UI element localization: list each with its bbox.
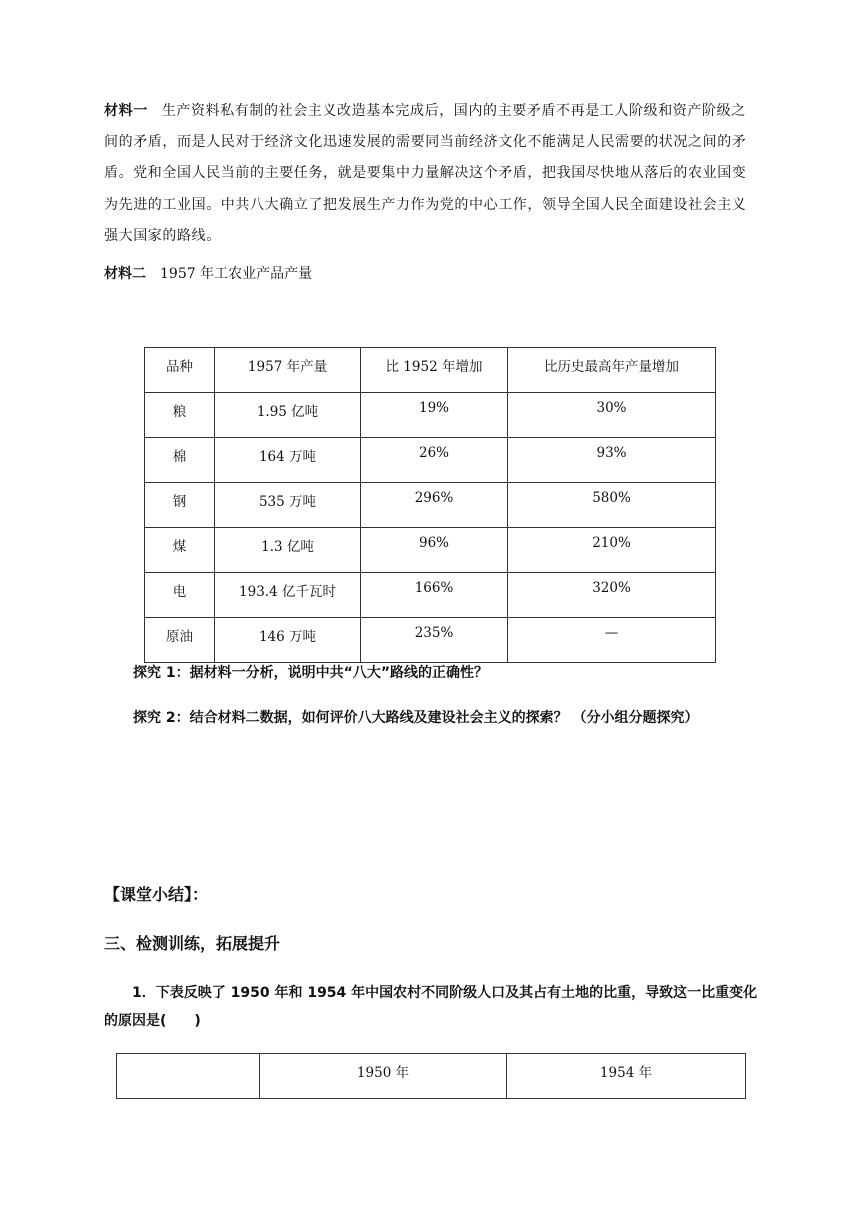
table-cell: 棉 (145, 438, 215, 483)
table-cell: 30% (508, 393, 716, 438)
table-cell: 电 (145, 573, 215, 618)
table-cell: 193.4 亿千瓦时 (215, 573, 361, 618)
table-cell: 164 万吨 (215, 438, 361, 483)
explore-question-2: 探究 2：结合材料二数据，如何评价八大路线及建设社会主义的探索？ （分小组分题探究） (133, 710, 699, 726)
table-cell: 210% (508, 528, 716, 573)
table-cell: 320% (508, 573, 716, 618)
table-row (145, 393, 716, 438)
material1-text: 生产资料私有制的社会主义改造基本完成后，国内的主要矛盾不再是工人阶级和资产阶级之间的矛盾，而是人民对于经济文化迅速发展的需要同当前经济文化不能满足人民需要的状况之间的矛盾。党和全国人民当前的主要任务，就是要集中力量解决这个矛盾，把我国尽快地从落后的农业国变为先进的工业国。中共八大确立了把发展生产力作为党的中心工作，领导全国人民全面建设社会主义强大国家的路线。 (104, 103, 747, 244)
header-cell: 1950 年 (260, 1054, 507, 1099)
header-cell (117, 1054, 260, 1099)
table-row (145, 618, 716, 663)
table-row (145, 573, 716, 618)
table-cell: 19% (361, 393, 508, 438)
table-cell: 1.3 亿吨 (215, 528, 361, 573)
table-cell: 煤 (145, 528, 215, 573)
table-cell: 580% (508, 483, 716, 528)
table-cell: 535 万吨 (215, 483, 361, 528)
table-header-row (145, 348, 716, 393)
material2-text: 1957 年工农业产品产量 (160, 266, 313, 282)
table-row (145, 438, 716, 483)
land-ratio-table (116, 1053, 746, 1099)
table-cell: 93% (508, 438, 716, 483)
material2-label: 材料二 (104, 266, 146, 282)
table-cell: 296% (361, 483, 508, 528)
table-header-row (117, 1054, 746, 1099)
table-cell: 粮 (145, 393, 215, 438)
header-cell: 1957 年产量 (215, 348, 361, 393)
header-cell: 比 1952 年增加 (361, 348, 508, 393)
material2-caption (104, 262, 312, 286)
production-table (144, 347, 716, 663)
table-row (145, 483, 716, 528)
header-cell: 1954 年 (507, 1054, 746, 1099)
table-cell: — (508, 618, 716, 663)
section3-heading: 三、检测训练，拓展提升 (104, 934, 281, 953)
table-cell: 钢 (145, 483, 215, 528)
table-cell: 235% (361, 618, 508, 663)
table-cell: 26% (361, 438, 508, 483)
question-1: 1．下表反映了 1950 年和 1954 年中国农村不同阶级人口及其占有土地的比重，导致这一比重变化的原因是( ) (104, 985, 758, 1029)
table-cell: 166% (361, 573, 508, 618)
summary-heading: 【课堂小结】： (104, 885, 209, 904)
table-cell: 原油 (145, 618, 215, 663)
table-row (145, 528, 716, 573)
table-cell: 1.95 亿吨 (215, 393, 361, 438)
header-cell: 比历史最高年产量增加 (508, 348, 716, 393)
table-cell: 146 万吨 (215, 618, 361, 663)
header-cell: 品种 (145, 348, 215, 393)
material1-paragraph (104, 96, 759, 252)
explore-question-1: 探究 1：据材料一分析，说明中共“八大”路线的正确性？ (133, 665, 489, 681)
table-cell: 96% (361, 528, 508, 573)
material1-label: 材料一 (104, 103, 148, 119)
